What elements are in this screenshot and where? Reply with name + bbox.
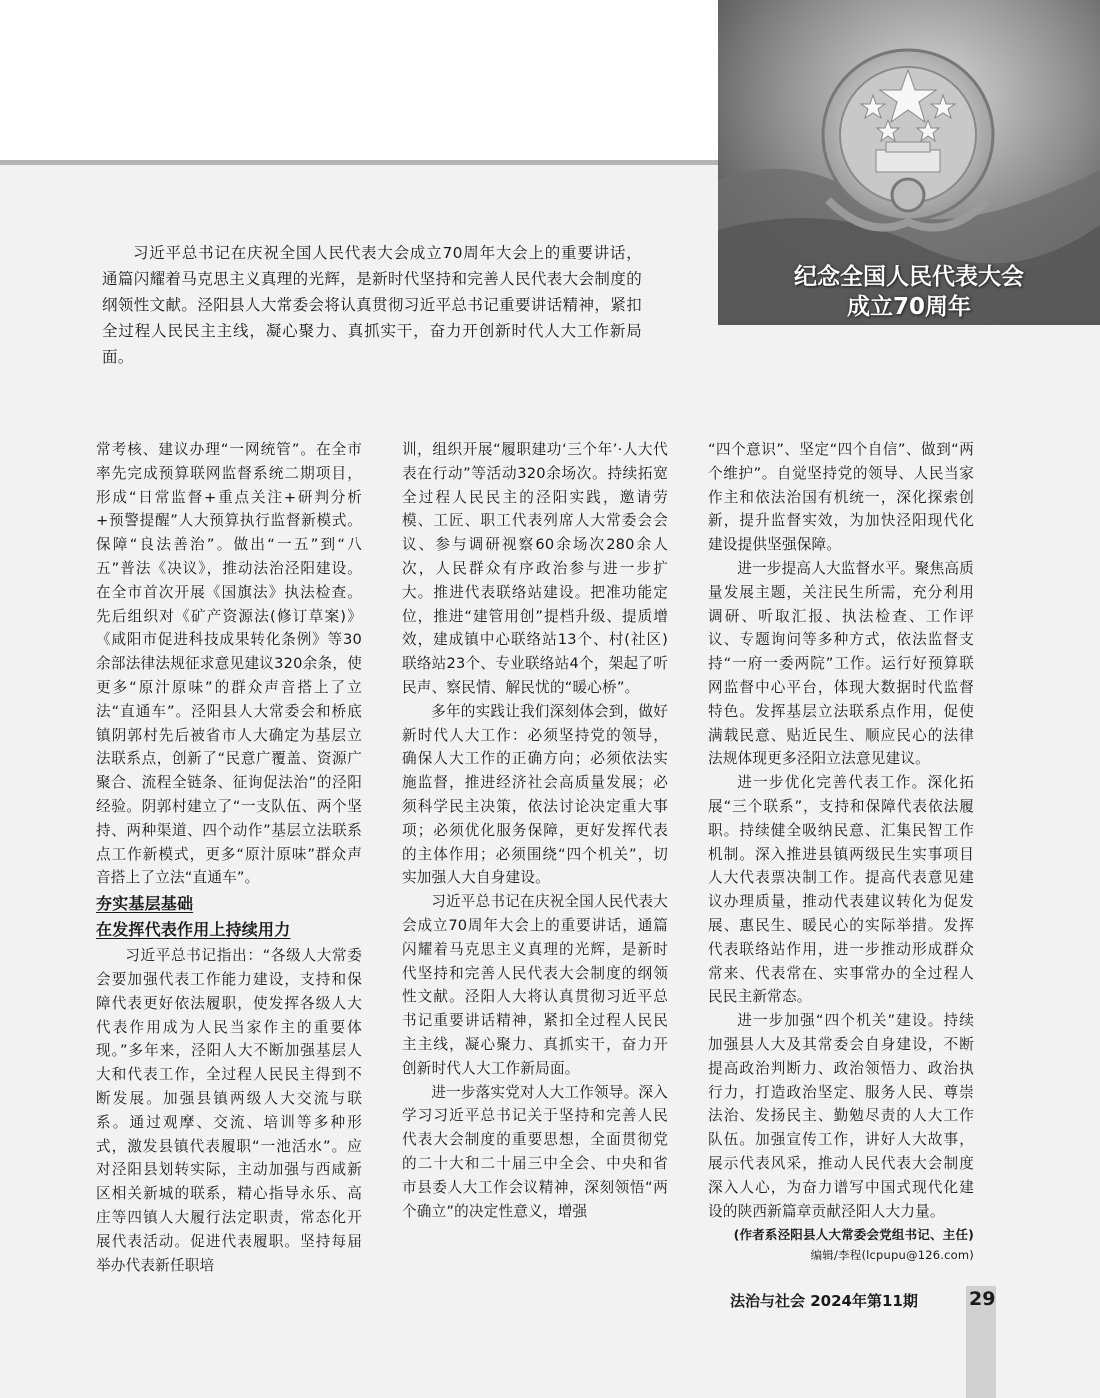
author-note: (作者系泾阳县人大常委会党组书记、主任) [733,1227,974,1243]
lead-paragraph: 习近平总书记在庆祝全国人民代表大会成立70周年大会上的重要讲话，通篇闪耀着马克思主义真理的光辉，是新时代坚持和完善人民代表大会制度的纲领性文献。泾阳县人大常委会将认真贯彻习近平总书记重要讲话精神，紧扣全过程人民民主主线，凝心聚力、真抓实干，奋力开创新时代人大工作新局面。 [102,244,642,366]
col1-paragraph-2: 习近平总书记指出：“各级人大常委会要加强代表工作能力建设，支持和保障代表更好依法履职，使发挥各级人大代表作用成为人民当家作主的重要体现。”多年来，泾阳人大不断加强基层人大和代表工作，全过程人民民主得到不断发展。加强县镇两级人大交流与联系。通过观摩、交流、培训等多种形式，激发县镇代表履职“一池活水”。应对泾阳县划转实际，主动加强与西咸新区相关新城的联系，精心指导永乐、高庄等四镇人大履行法定职责，常态化开展代表活动。促进代表履职。坚持每届举办代表新任职培 [96,947,362,1274]
header-rule [0,160,718,165]
col2-paragraph-1: 训，组织开展“履职建功‘三个年’·人大代表在行动”等活动320余场次。持续拓宽全过程人民民主的泾阳实践，邀请劳模、工匠、职工代表列席人大常委会会议、参与调研视察60余场次280余人次，人民群众有序政治参与进一步扩大。推进代表联络站建设。把准功能定位，推进“建管用创”提档升级、提质增效，建成镇中心联络站13个、村(社区)联络站23个、专业联络站4个，架起了听民声、察民情、解民忧的“暖心桥”。 [402,441,668,696]
banner-caption-line2: 成立70周年 [846,294,971,320]
col3-paragraph-4: 进一步加强“四个机关”建设。持续加强县人大及其常委会自身建设，不断提高政治判断力、政治领悟力、政治执行力，打造政治坚定、服务人民、尊崇法治、发扬民主、勤勉尽责的人大工作队伍。加强宣传工作，讲好人大故事，展示代表风采，推动人民代表大会制度深入人心，为奋力谱写中国式现代化建设的陕西新篇章贡献泾阳人大力量。 [708,1012,974,1220]
editor-note: 编辑/李程(lcpupu@126.com) [810,1248,974,1263]
article-column-3 [708,438,974,1265]
col2-paragraph-3: 习近平总书记在庆祝全国人民代表大会成立70周年大会上的重要讲话，通篇闪耀着马克思主义真理的光辉，是新时代坚持和完善人民代表大会制度的纲领性文献。泾阳人大将认真贯彻习近平总书记重要讲话精神，紧扣全过程人民民主主线，凝心聚力、真抓实干，奋力开创新时代人大工作新局面。 [402,893,668,1077]
section-subhead-1: 夯实基层基础 [96,894,194,914]
col3-paragraph-3: 进一步优化完善代表工作。深化拓展“三个联系”，支持和保障代表依法履职。持续健全吸纳民意、汇集民智工作机制。深入推进县镇两级民生实事项目人大代表票决制工作。提高代表意见建议办理质量，推动代表建议转化为促发展、惠民生、暖民心的实际举措。发挥代表联络站作用，进一步推动形成群众常来、代表常在、实事常办的全过程人民民主新常态。 [708,774,974,1006]
header-band [0,0,718,160]
banner-caption [718,256,1100,325]
col2-paragraph-2: 多年的实践让我们深刻体会到，做好新时代人大工作：必须坚持党的领导，确保人大工作的正确方向；必须依法实施监督，推进经济社会高质量发展；必须科学民主决策，依法讨论决定重大事项；必须优化服务保障，更好发挥代表的主体作用；必须围绕“四个机关”，切实加强人大自身建设。 [402,702,668,887]
col1-paragraph-1: 常考核、建议办理“一网统管”。在全市率先完成预算联网监督系统二期项目，形成“日常监督+重点关注+研判分析+预警提醒”人大预算执行监督新模式。保障“良法善治”。做出“一五”到“八五”普法《决议》，推动法治泾阳建设。在全市首次开展《国旗法》执法检查。先后组织对《矿产资源法(修订草案)》《咸阳市促进科技成果转化条例》等30余部法律法规征求意见建议320余条，使更多“原汁原味”的群众声音搭上了立法“直通车”。泾阳县人大常委会和桥底镇阴郭村先后被省市人大确定为基层立法联系点，创新了“民意广覆盖、资源广聚合、流程全链条、征询促法治”的泾阳经验。阴郭村建立了“一支队伍、两个坚持、两种渠道、四个动作”基层立法联系点工作新模式，更多“原汁原味”群众声音搭上了立法“直通车”。 [96,441,362,887]
footer-journal: 法治与社会 2024年第11期 [730,1292,918,1310]
article-column-1 [96,438,362,1277]
banner-caption-line1: 纪念全国人民代表大会 [794,264,1024,290]
col3-paragraph-2: 进一步提高人大监督水平。聚焦高质量发展主题，关注民生所需，充分利用调研、听取汇报、执法检查、工作评议、专题询问等多种方式，依法监督支持“一府一委两院”工作。运行好预算联网监督中心平台，体现大数据时代监督特色。发挥基层立法联系点作用，促使满载民意、贴近民生、顺应民心的法律法规体现更多泾阳立法意见建议。 [708,559,974,768]
col2-paragraph-4: 进一步落实党对人大工作领导。深入学习习近平总书记关于坚持和完善人民代表大会制度的重要思想，全面贯彻党的二十大和二十届三中全会、中央和省市县委人大工作会议精神，深刻领悟“两个确立”的决定性意义，增强 [402,1083,668,1220]
page-number: 29 [969,1288,996,1310]
section-subhead-2: 在发挥代表作用上持续用力 [96,920,291,940]
col3-paragraph-1: “四个意识”、坚定“四个自信”、做到“两个维护”。自觉坚持党的领导、人民当家作主和依法治国有机统一，深化探索创新，提升监督实效，为加快泾阳现代化建设提供坚强保障。 [708,441,974,554]
article-column-2 [402,438,668,1223]
